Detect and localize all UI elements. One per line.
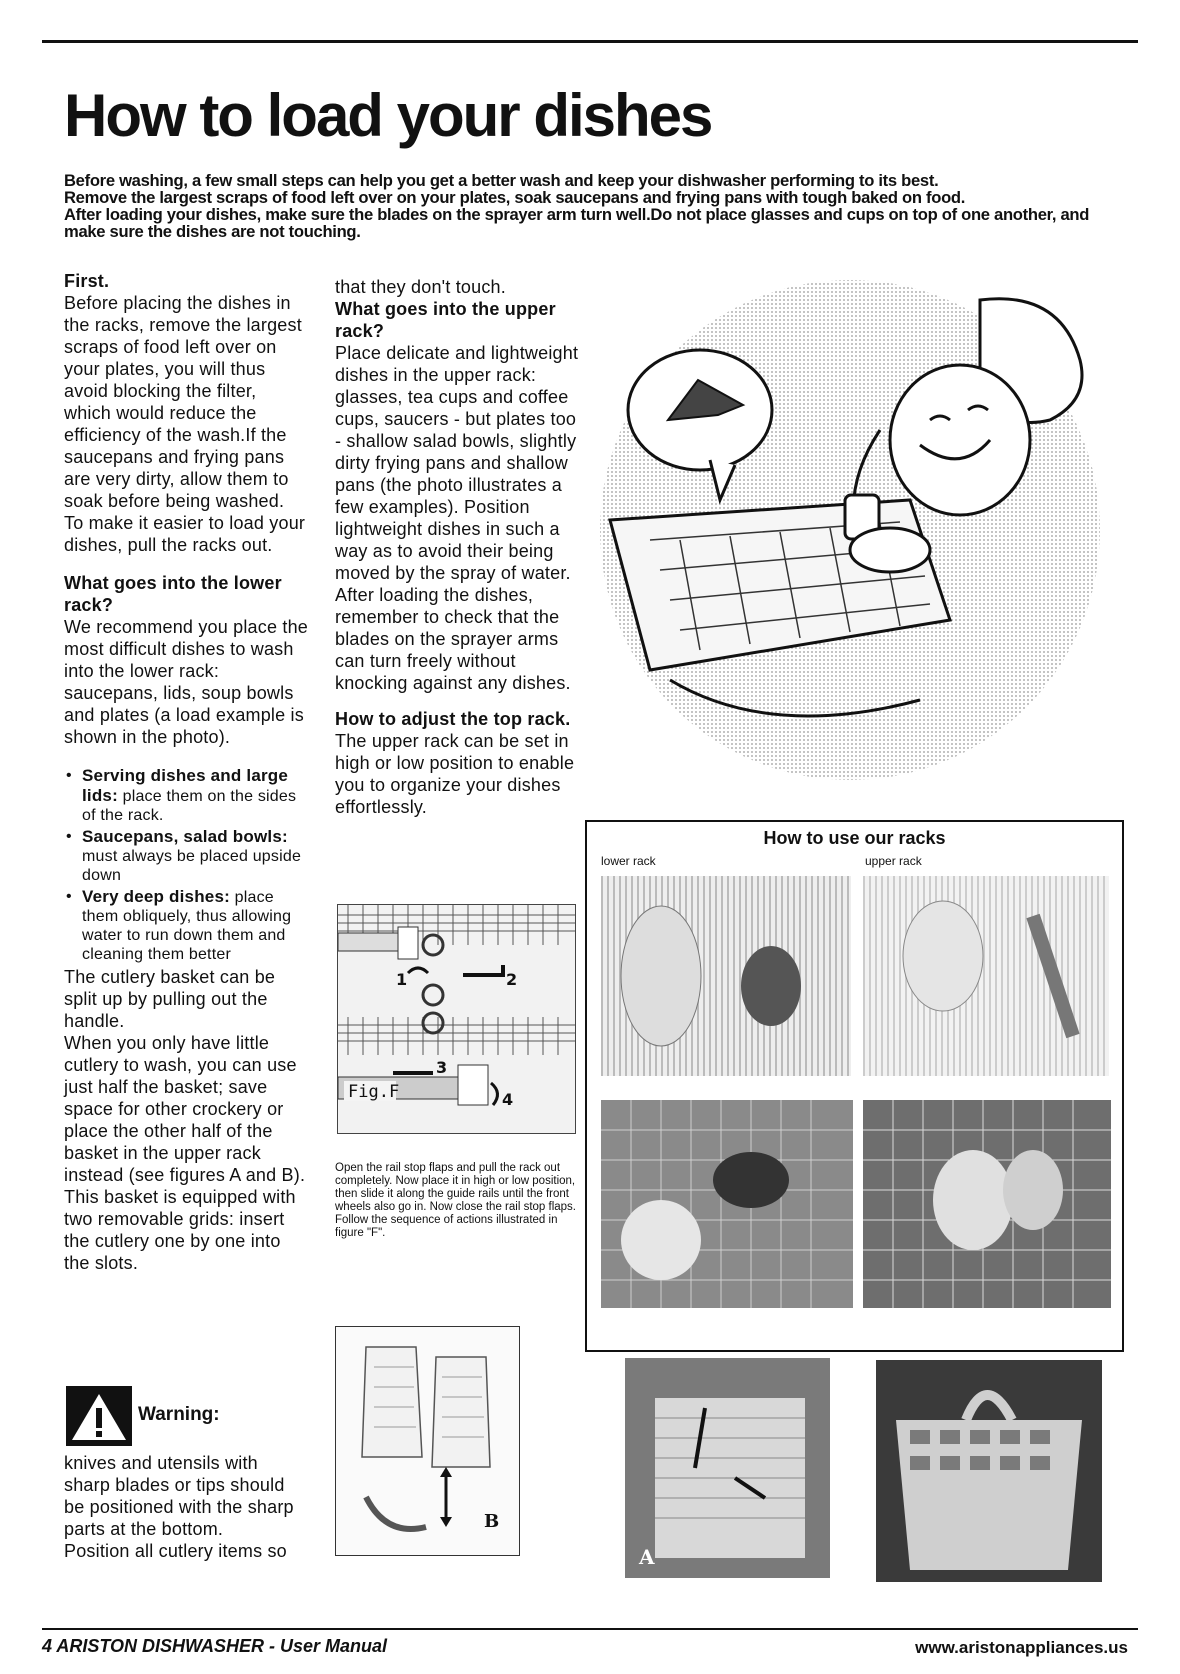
upper-rack-glasses-illustration: [863, 876, 1109, 1076]
column-middle: [335, 276, 581, 818]
list-item: [64, 827, 308, 885]
figure-b-label: B: [484, 1511, 500, 1532]
top-rule: [42, 40, 1138, 43]
cutlery-basket-split-illustration: [625, 1358, 830, 1578]
tip-text: place them on the sides of the rack.: [82, 788, 297, 824]
woman-loading-dishwasher-illustration: [590, 270, 1110, 810]
intro-line: Before washing, a few small steps can help you get a better wash and keep your dishwasher performing to its best.: [64, 171, 939, 190]
lower-rack-photo-empty: [601, 876, 851, 1076]
warning-text: knives and utensils with sharp blades or tips should be positioned with the sharp parts at the bottom.: [64, 1453, 294, 1539]
upper-rack-text: Place delicate and lightweight dishes in the upper rack: glasses, tea cups and coffee cups, saucers - but plates too - shallow salad bowls, slightly dirty frying pans and shallow pans (the photo illustrates a few examples). Position lightweight dishes in such a way as to avoid their being moved by the spray of water.: [335, 343, 579, 583]
upper-rack-loaded-illustration: [863, 1100, 1111, 1308]
intro-line: Remove the largest scraps of food left over on your plates, soak saucepans and frying pans with tough baked on food.: [64, 188, 966, 207]
intro-paragraph: [64, 172, 1114, 240]
lower-rack-photo-loaded: [601, 1100, 853, 1308]
loading-tips-list: [64, 766, 308, 964]
position-text: Position all cutlery items so: [64, 1541, 287, 1561]
lower-rack-text: We recommend you place the most difficult dishes to wash into the lower rack: saucepans, lids, soup bowls and plates (a load example is shown in the photo).: [64, 617, 308, 747]
lower-rack-loaded-illustration: [601, 1100, 853, 1308]
lower-rack-plates-illustration: [601, 876, 851, 1076]
step-1-label: 1: [396, 970, 408, 989]
after-loading-text: After loading the dishes, remember to check that the blades on the sprayer arms can turn freely without knocking against any dishes.: [335, 585, 571, 693]
first-text: Before placing the dishes in the racks, remove the largest scraps of food left over on your plates, you will thus avoid blocking the filter, which would reduce the efficiency of the wash.If the saucepans and frying pans are very dirty, allow them to soak before being washed. To make it easier to load your dishes, pull the racks out.: [64, 293, 306, 555]
tip-bold: Saucepans, salad bowls:: [82, 827, 288, 846]
tip-text: must always be placed upside down: [82, 848, 302, 884]
figure-a-cutlery-photo: [625, 1358, 830, 1578]
step-3-label: 3: [436, 1058, 448, 1077]
figure-f-rack-rails: [337, 904, 576, 1134]
list-item: [64, 887, 308, 964]
upper-rack-photo-loaded: [863, 1100, 1111, 1308]
step-2-label: 2: [506, 970, 518, 989]
continued-text: that they don't touch.: [335, 277, 506, 297]
upper-rack-label: upper rack: [865, 854, 922, 868]
warning-block: [66, 1386, 356, 1451]
figure-f-label: Fig.F: [348, 1082, 400, 1102]
half-basket-text: When you only have little cutlery to wash, you can use just half the basket; save space for other crockery or place the other half of the basket in the upper rack instead (see figures A and B).: [64, 1033, 306, 1185]
cutlery-basket-photo: [876, 1360, 1102, 1582]
racks-panel: [585, 820, 1124, 1352]
intro-line: After loading your dishes, make sure the blades on the sprayer arm turn well.Do not place glasses and cups on top of one another, and make sure the dishes are not touching.: [64, 205, 1090, 241]
section-heading-upper-rack: What goes into the upper rack?: [335, 299, 556, 341]
section-heading-first: First.: [64, 271, 110, 291]
step-4-label: 4: [502, 1090, 514, 1109]
bottom-rule: [42, 1628, 1138, 1630]
tip-text: place them obliquely, thus allowing water to run down them and cleaning them better: [82, 889, 292, 963]
warning-icon: [66, 1386, 132, 1446]
cutlery-basket-diagram: [336, 1327, 519, 1555]
footer-manual-title: 4 ARISTON DISHWASHER - User Manual: [42, 1636, 388, 1656]
figure-b-cutlery-basket: [335, 1326, 520, 1556]
warning-text-block: [64, 1452, 308, 1562]
figure-f-caption: Open the rail stop flaps and pull the rack out completely. Now place it in high or low position, then slide it along the guide rails until the front wheels also go in. Now close the rail stop flaps. Follow the sequence of actions illustrated in figure "F".: [335, 1162, 576, 1239]
warning-label: Warning:: [138, 1404, 220, 1425]
lower-rack-label: lower rack: [601, 854, 656, 868]
cartoon-illustration: [590, 270, 1110, 810]
cutlery-basket-illustration: [876, 1360, 1102, 1582]
footer-website: www.aristonappliances.us: [915, 1638, 1128, 1657]
rack-rail-diagram: [338, 905, 575, 1133]
column-left: [64, 270, 308, 1274]
cutlery-text: The cutlery basket can be split up by pulling out the handle.: [64, 967, 276, 1031]
section-heading-lower-rack: What goes into the lower rack?: [64, 573, 282, 615]
figure-a-label: A: [639, 1545, 655, 1569]
upper-rack-photo-empty: [863, 876, 1109, 1076]
page-title: How to load your dishes: [64, 82, 712, 149]
tip-bold: Serving dishes and large lids:: [82, 766, 289, 805]
section-heading-adjust-rack: How to adjust the top rack.: [335, 709, 571, 729]
adjust-rack-text: The upper rack can be set in high or low position to enable you to organize your dishes effortlessly.: [335, 731, 575, 817]
racks-panel-title: How to use our racks: [763, 828, 946, 848]
grids-text: This basket is equipped with two removable grids: insert the cutlery one by one into the slots.: [64, 1187, 296, 1273]
tip-bold: Very deep dishes:: [82, 887, 230, 906]
list-item: [64, 766, 308, 825]
